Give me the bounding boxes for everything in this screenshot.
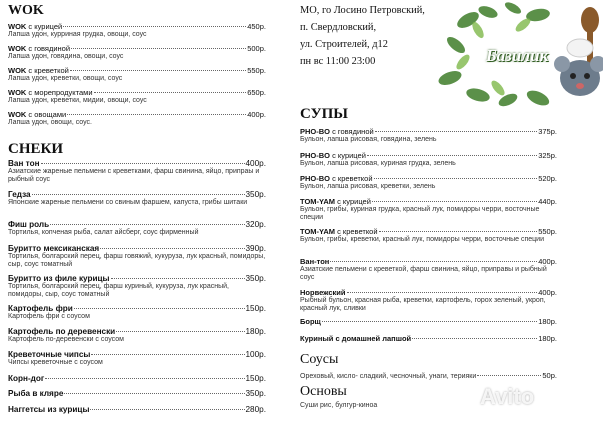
menu-item-row — [8, 244, 266, 253]
menu-item — [8, 66, 266, 83]
menu-item-row — [300, 288, 557, 297]
sauces-line — [300, 371, 557, 380]
avito-watermark: Avito — [480, 384, 535, 409]
sauces-list-text: Ореховый, кисло- сладкий, чесночный, унаги, терияки — [300, 373, 477, 380]
menu-item-row — [8, 22, 266, 31]
menu-item-description: Тортилья, копченая рыба, салат айсберг, соус фирменный — [8, 229, 199, 236]
menu-item-description: Чипсы креветочные с соусом — [8, 359, 103, 366]
menu-item-name — [8, 220, 49, 229]
menu-item-row — [8, 44, 266, 53]
sauces-section-title: Соусы — [300, 352, 339, 367]
menu-item-description: Лапша удон, креветки, мидии, овощи, соус — [8, 97, 147, 104]
address-line: п. Свердловский, — [300, 22, 377, 33]
menu-item-description: Картофель фри с соусом — [8, 313, 90, 320]
menu-item-name — [300, 127, 374, 136]
menu-item — [300, 151, 557, 168]
menu-item-row — [8, 405, 266, 414]
menu-item-row — [8, 66, 266, 75]
opening-hours: пн вс 11:00 23:00 — [300, 56, 376, 67]
menu-item — [300, 227, 557, 244]
menu-item — [8, 88, 266, 105]
menu-item-row — [8, 159, 266, 168]
sauces-price: 50р. — [542, 371, 557, 380]
menu-item-name — [8, 110, 66, 119]
menu-item — [300, 127, 557, 144]
dot-leader — [116, 331, 244, 332]
menu-item-name-rest: с креветкой — [26, 66, 69, 75]
dot-leader — [374, 178, 538, 179]
menu-item-name-bold: PHO-BO — [300, 151, 330, 160]
menu-item-name-rest: с курицей — [26, 22, 63, 31]
menu-item-name-bold: Корн-дог — [8, 374, 45, 383]
menu-item-description: Тортилья, болгарский перец, фарш куриный, кукуруза, лук красный, помидоры, сыр, соус томатный — [8, 283, 229, 298]
menu-item-name-rest: с креветкой — [330, 174, 373, 183]
menu-item-name — [8, 304, 73, 313]
menu-item-price: 150р. — [245, 304, 266, 313]
menu-item-row — [8, 274, 266, 283]
menu-item — [8, 374, 266, 383]
menu-item-name — [8, 374, 44, 383]
menu-item — [300, 174, 557, 191]
menu-item-name-bold: Ван тон — [8, 159, 40, 168]
menu-item-row — [300, 317, 557, 326]
address-line: МО, го Лосино Петровский, — [300, 5, 425, 16]
dot-leader — [477, 375, 541, 376]
dot-leader — [63, 26, 246, 27]
menu-item-name-bold: WOK — [8, 44, 27, 53]
menu-item-name — [300, 151, 366, 160]
bazilik-logo — [438, 0, 603, 110]
menu-item-price: 375р. — [538, 127, 557, 136]
dot-leader — [64, 393, 244, 394]
menu-item-name-rest: с морепродуктами — [26, 88, 93, 97]
menu-item-name — [300, 197, 371, 206]
menu-item — [8, 244, 266, 268]
menu-item-row — [300, 257, 557, 266]
menu-item — [300, 197, 557, 221]
menu-item-price: 650р. — [247, 88, 266, 97]
menu-item-row — [8, 389, 266, 398]
dot-leader — [74, 308, 245, 309]
menu-item — [300, 317, 557, 326]
menu-item-name-bold: Фиш роль — [8, 220, 50, 229]
dot-leader — [379, 231, 538, 232]
menu-item — [8, 44, 266, 61]
soups-section-title: СУПЫ — [300, 106, 349, 122]
menu-item — [8, 389, 266, 398]
menu-item-name-bold: Буритто мексиканская — [8, 244, 100, 253]
dot-leader — [41, 163, 245, 164]
menu-item-price: 450р. — [247, 22, 266, 31]
menu-item-row — [8, 110, 266, 119]
menu-item-name-bold: Ван-тон — [300, 257, 330, 266]
menu-item-name — [8, 244, 99, 253]
menu-item-description: Бульон, лапша рисовая, куриная грудка, зелень — [300, 160, 456, 167]
menu-item — [300, 257, 557, 281]
menu-item-name — [8, 389, 63, 398]
menu-item — [300, 288, 557, 312]
dot-leader — [94, 92, 247, 93]
menu-item-name-bold: WOK — [8, 66, 27, 75]
menu-item-name-rest: с овощами — [26, 110, 67, 119]
dot-leader — [330, 261, 537, 262]
dot-leader — [71, 48, 246, 49]
dot-leader — [322, 321, 537, 322]
menu-item-price: 280р. — [245, 405, 266, 414]
menu-item-name — [8, 159, 40, 168]
menu-item-row — [8, 220, 266, 229]
menu-item-row — [300, 174, 557, 183]
menu-item — [8, 220, 266, 237]
menu-item-price: 180р. — [245, 327, 266, 336]
address-line: ул. Строителей, д12 — [300, 39, 388, 50]
menu-item-description: Лапша удон, говядина, овощи, соус — [8, 53, 124, 60]
menu-item-name-bold: Наггетсы из курицы — [8, 405, 90, 414]
menu-item-name-rest: с курицей — [335, 197, 371, 206]
menu-item-price: 325р. — [538, 151, 557, 160]
menu-item-name-bold: Картофель по деревенски — [8, 327, 116, 336]
menu-item-name-bold: WOK — [8, 88, 27, 97]
menu-item-price: 350р. — [245, 274, 266, 283]
menu-item-description: Бульон, лапша рисовая, креветки, зелень — [300, 183, 436, 190]
dot-leader — [372, 201, 537, 202]
menu-item-name — [8, 66, 69, 75]
dot-leader — [90, 409, 244, 410]
menu-item-description: Бульон, лапша рисовая, говядина, зелень — [300, 136, 437, 143]
menu-item-name-bold: WOK — [8, 22, 27, 31]
menu-item-name — [300, 334, 411, 343]
menu-item-name-bold: PHO-BO — [300, 174, 330, 183]
menu-item-description: Лапша удон, курриная грудка, овощи, соус — [8, 31, 147, 38]
dot-leader — [347, 292, 538, 293]
menu-item-name — [8, 274, 110, 283]
menu-item-name-bold: TOM-YAM — [300, 227, 336, 236]
menu-item-name-rest: с говядиной — [26, 44, 71, 53]
menu-item-description: Лапша удон, овощи, соус. — [8, 119, 92, 126]
menu-item — [8, 350, 266, 367]
bases-line: Суши рис, булгур-киноа — [300, 402, 378, 409]
menu-item-description: Японские жареные пельмени со свиным фаршем, капуста, грибы шитаки — [8, 199, 248, 206]
dot-leader — [70, 70, 246, 71]
menu-item-price: 440р. — [538, 197, 557, 206]
dot-leader — [50, 224, 244, 225]
logo-text: Базилик — [486, 46, 549, 65]
menu-item — [8, 159, 266, 183]
menu-item-description: Тортилья, болгарский перец, фарш говяжий, кукуруза, лук красный, помидоры, сыр, соус томатный — [8, 253, 266, 268]
menu-item-name — [300, 317, 321, 326]
menu-item-row — [8, 304, 266, 313]
menu-item-name — [8, 327, 115, 336]
menu-item — [8, 274, 266, 298]
menu-item-price: 100р. — [245, 350, 266, 359]
menu-item — [8, 405, 266, 414]
menu-item-name — [8, 190, 31, 199]
menu-item-price: 150р. — [245, 374, 266, 383]
menu-item-name — [8, 350, 90, 359]
menu-item — [8, 304, 266, 321]
menu-item-name-bold: Картофель фри — [8, 304, 73, 313]
menu-item-name — [300, 174, 373, 183]
menu-item-price: 180р. — [538, 317, 557, 326]
menu-item — [8, 110, 266, 127]
menu-item-name-rest: с говядиной — [330, 127, 374, 136]
dot-leader — [91, 354, 244, 355]
menu-item-description: Азиатские пельмени с креветкой, фарш свинина, яйцо, приправы и рыбный соус — [300, 266, 547, 281]
menu-item-price: 400р. — [538, 257, 557, 266]
menu-item-row — [8, 88, 266, 97]
menu-item-price: 550р. — [538, 227, 557, 236]
restaurant-address — [300, 2, 425, 70]
menu-item-name — [300, 288, 346, 297]
menu-item — [8, 327, 266, 344]
dot-leader — [32, 194, 245, 195]
menu-item — [300, 334, 557, 343]
menu-item-name-bold: WOK — [8, 110, 27, 119]
menu-item-row — [300, 334, 557, 343]
menu-item — [8, 190, 266, 207]
menu-item-price: 550р. — [247, 66, 266, 75]
menu-item-row — [8, 327, 266, 336]
snacks-section-title: СНЕКИ — [8, 141, 64, 157]
menu-item-price: 180р. — [538, 334, 557, 343]
menu-item-description: Бульон, грибы, куриная грудка, красный лук, помидоры черри, восточные специи — [300, 206, 540, 221]
menu-item-row — [8, 190, 266, 199]
menu-item-price: 400р. — [245, 159, 266, 168]
menu-item — [8, 22, 266, 39]
dot-leader — [100, 248, 244, 249]
menu-item-name-rest: с креветкой — [335, 227, 378, 236]
menu-item-price: 500р. — [247, 44, 266, 53]
menu-item-row — [8, 374, 266, 383]
wok-section-title: WOK — [8, 3, 44, 18]
menu-item-row — [300, 151, 557, 160]
menu-item-row — [8, 350, 266, 359]
menu-item-description: Картофель по-деревенски с соусом — [8, 336, 124, 343]
menu-item-name-bold: Куриный с домашней лапшой — [300, 334, 412, 343]
menu-item-name-bold: Норвежский — [300, 288, 346, 297]
dot-leader — [367, 155, 537, 156]
menu-item-price: 390р. — [245, 244, 266, 253]
menu-item-name — [8, 44, 70, 53]
menu-item-price: 350р. — [245, 190, 266, 199]
menu-item-description: Бульон, грибы, креветки, красный лук, помидоры черри, восточные специи — [300, 236, 544, 243]
bases-section-title: Основы — [300, 384, 347, 399]
dot-leader — [67, 114, 246, 115]
dot-leader — [111, 278, 245, 279]
menu-item-description: Азиатские жареные пельмени с креветками, фарш свинина, яйцо, припраы и рыбный соус — [8, 168, 260, 183]
menu-item-name-bold: Борщ — [300, 317, 321, 326]
menu-item-price: 350р. — [245, 389, 266, 398]
menu-item-name — [8, 88, 93, 97]
menu-item-price: 400р. — [247, 110, 266, 119]
menu-item-row — [300, 127, 557, 136]
menu-item-description: Рыбный бульон, красная рыба, креветки, картофель, горох зеленый, укроп, красный лук, сливки — [300, 297, 546, 312]
menu-item-row — [300, 227, 557, 236]
dot-leader — [412, 338, 537, 339]
dot-leader — [45, 378, 244, 379]
dot-leader — [375, 131, 538, 132]
menu-item-name — [8, 405, 89, 414]
menu-item-name-bold: Гедза — [8, 190, 31, 199]
menu-item-name-rest: с курицей — [330, 151, 366, 160]
menu-item-name — [8, 22, 62, 31]
menu-item-name-bold: PHO-BO — [300, 127, 330, 136]
menu-item-price: 520р. — [538, 174, 557, 183]
menu-item-name-bold: Креветочные чипсы — [8, 350, 91, 359]
menu-item-price: 320р. — [245, 220, 266, 229]
menu-item-price: 400р. — [538, 288, 557, 297]
menu-item-name-bold: Буритто из филе курицы — [8, 274, 110, 283]
menu-item-name — [300, 257, 329, 266]
menu-item-row — [300, 197, 557, 206]
menu-item-name — [300, 227, 378, 236]
menu-item-name-bold: Рыба в кляре — [8, 389, 64, 398]
menu-item-description: Лапша удон, креветки, овощи, соус — [8, 75, 123, 82]
menu-item-name-bold: TOM-YAM — [300, 197, 336, 206]
